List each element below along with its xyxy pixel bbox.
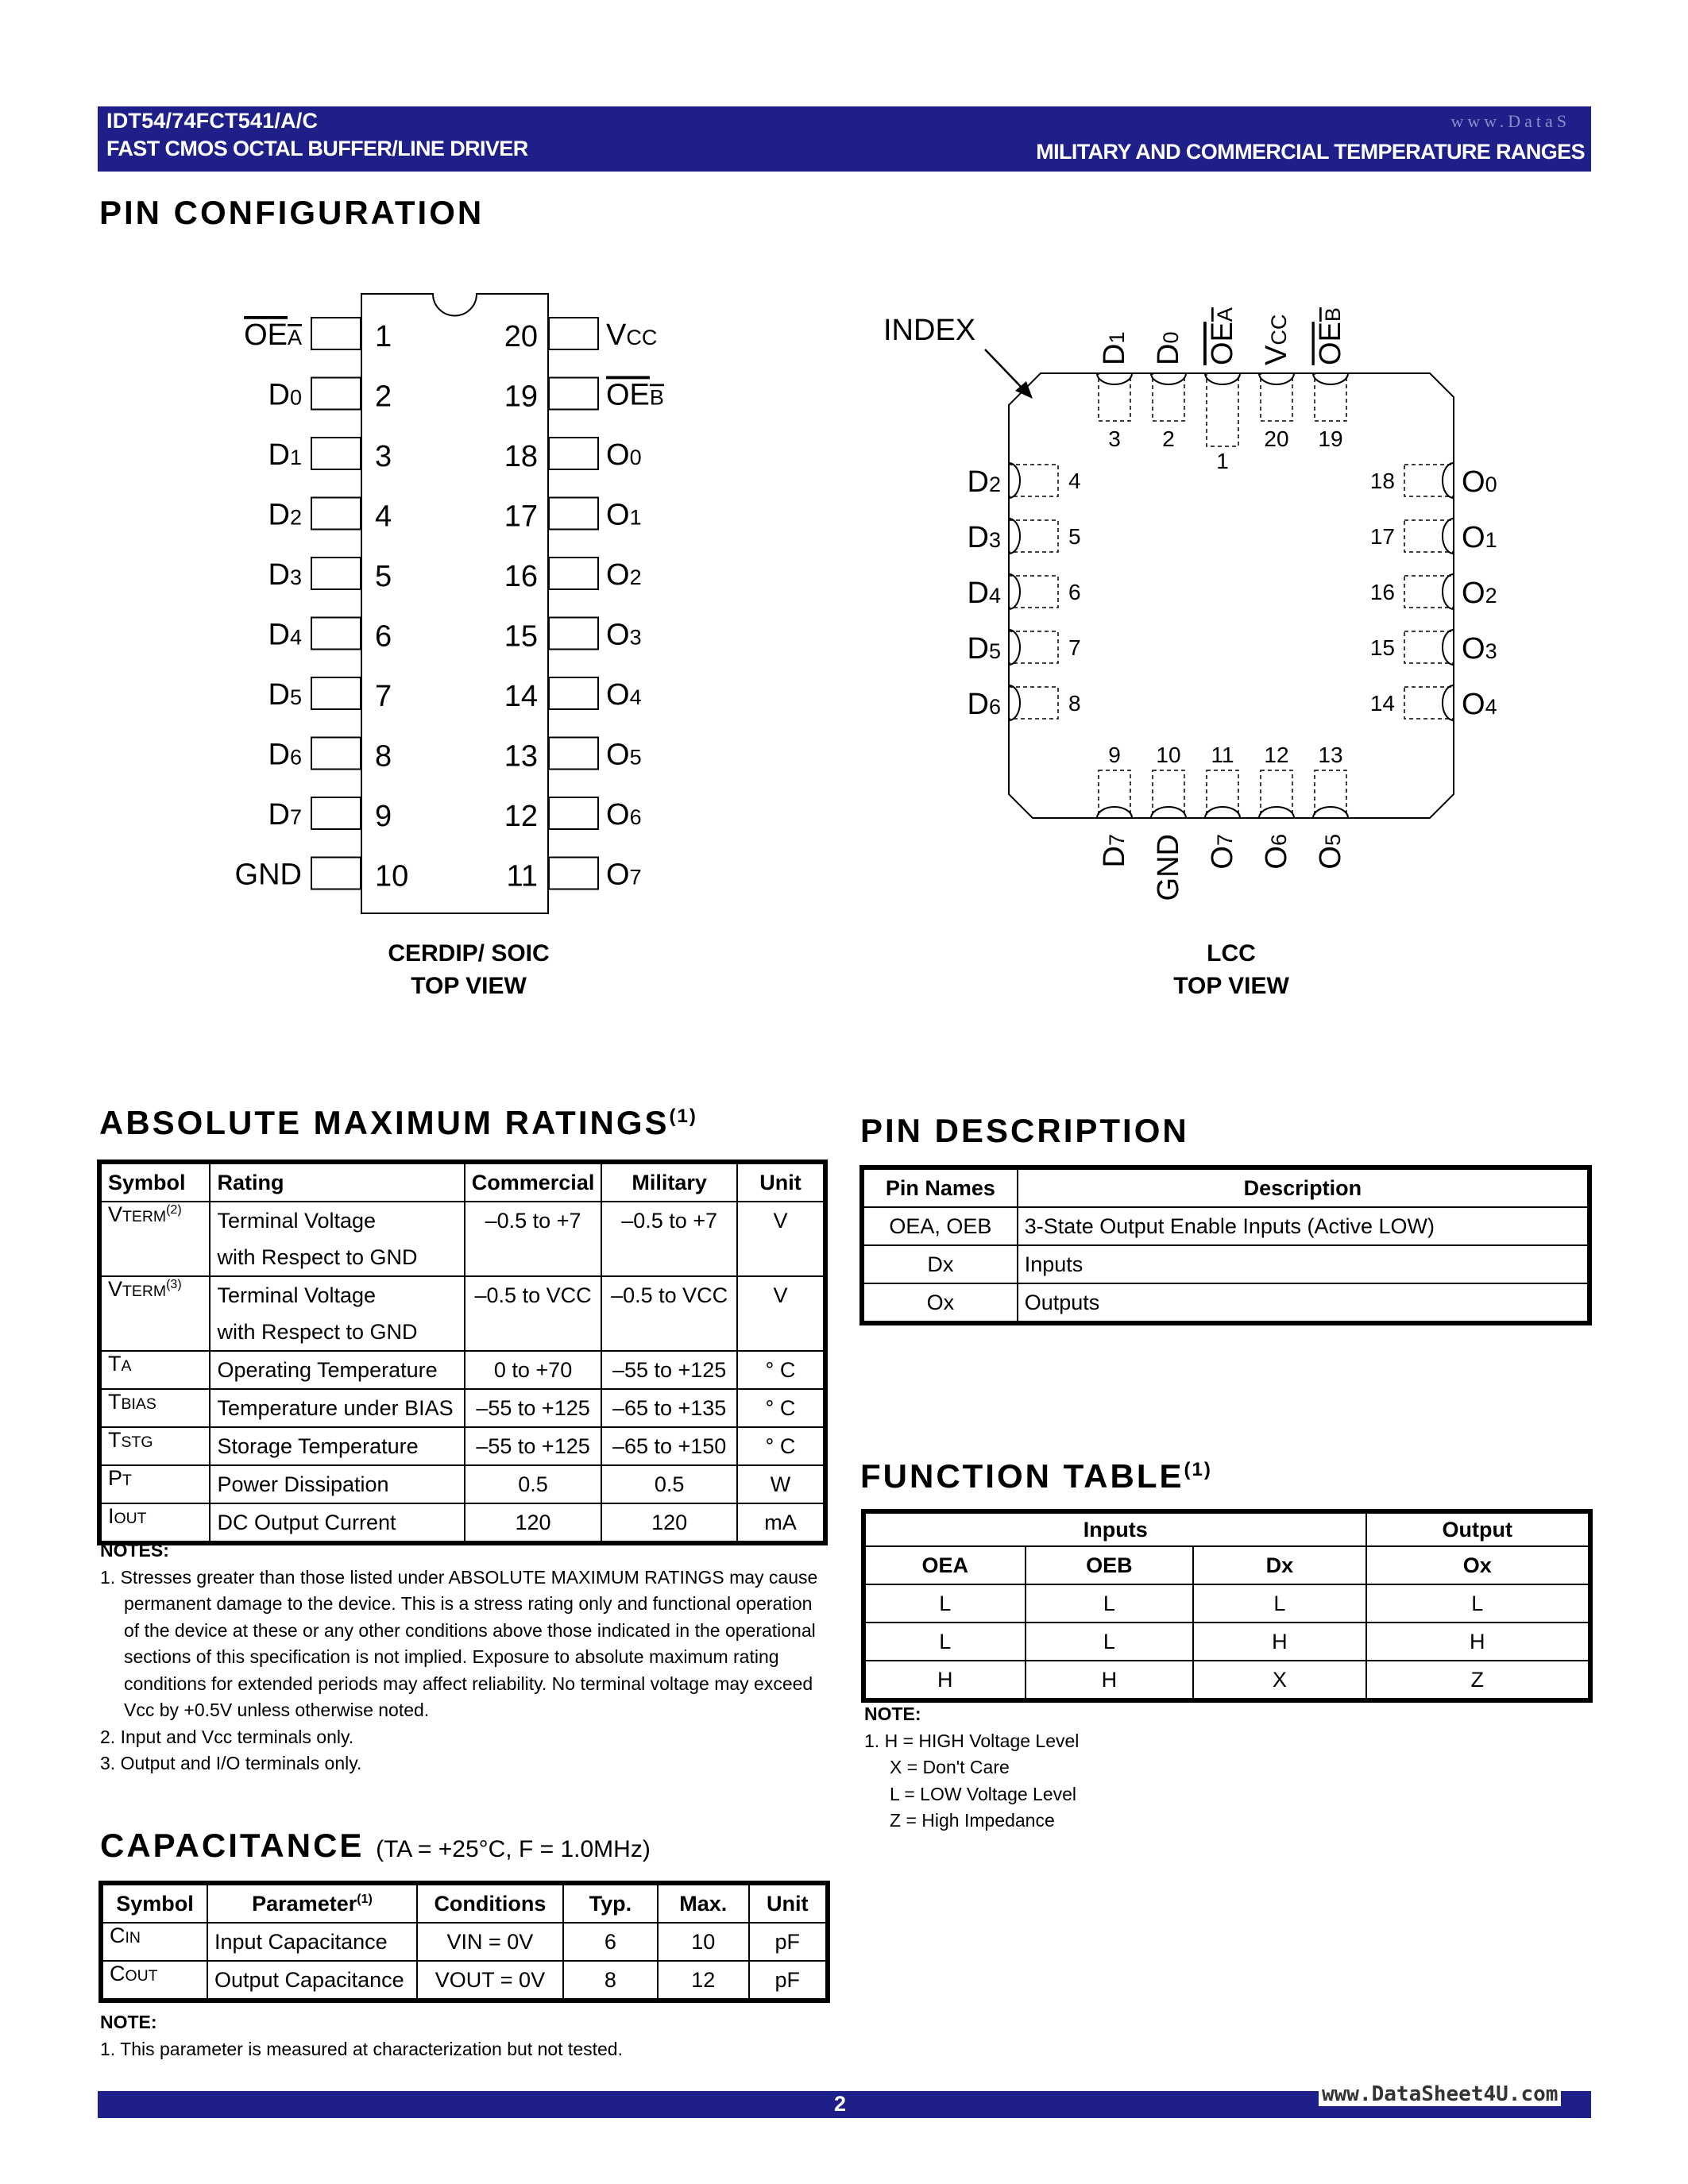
lcc-view-label-line1: LCC: [1207, 940, 1256, 967]
abs-max-commercial: 0.5: [465, 1465, 602, 1503]
dip-pin-number-right: 13: [504, 739, 538, 774]
capacitance-unit: pF: [749, 1961, 826, 1999]
lcc-pin-name-right: O3: [1462, 632, 1497, 666]
abs-max-table: [100, 1163, 825, 1542]
lcc-pin-number-right: 14: [1369, 691, 1395, 716]
function-table-note-line: X = Don't Care: [890, 1757, 1010, 1777]
dip-pin-name-right: O1: [606, 498, 642, 532]
dip-pin-name-left: D3: [268, 558, 302, 592]
capacitance-condition: VOUT = 0V: [417, 1961, 563, 1999]
dip-pin-box: [311, 378, 361, 410]
dip-package: [235, 294, 664, 913]
dip-pin-name-right: O0: [606, 438, 642, 472]
abs-max-title: [99, 1104, 697, 1142]
dip-view-label-line2: TOP VIEW: [411, 973, 527, 999]
abs-max-note-line: 2. Input and Vcc terminals only.: [100, 1726, 354, 1747]
abs-max-military: –55 to +125: [601, 1351, 737, 1389]
lcc-pad: [1404, 520, 1454, 552]
page-number: 2: [834, 2092, 847, 2116]
abs-max-col-header: Unit: [737, 1163, 824, 1202]
capacitance-title-text: CAPACITANCE: [100, 1827, 365, 1864]
pin-description-col-header: Pin Names: [863, 1169, 1018, 1207]
lcc-pin-number-bottom: 9: [1108, 743, 1121, 767]
lcc-pad-notch: [1259, 373, 1294, 384]
function-table-note-line: 1. H = HIGH Voltage Level: [864, 1730, 1080, 1751]
dip-pin-name-left: D2: [268, 498, 302, 532]
function-table-cell: L: [1366, 1584, 1589, 1623]
dip-pin-box: [549, 318, 598, 349]
abs-max-row: [101, 1465, 824, 1503]
lcc-package: [883, 307, 1497, 901]
dip-pin-name-left: GND: [234, 858, 302, 892]
capacitance-row: [102, 1923, 826, 1961]
dip-pin-name-left: D6: [268, 738, 302, 772]
lcc-pin-number-right: 17: [1369, 524, 1395, 549]
abs-max-note-line: 3. Output and I/O terminals only.: [100, 1753, 362, 1773]
dip-pin-number-right: 11: [506, 859, 538, 893]
abs-max-row: [101, 1351, 824, 1389]
lcc-pad-notch: [1009, 463, 1020, 498]
function-table-cell: H: [865, 1661, 1026, 1699]
abs-max-row: [101, 1389, 824, 1427]
lcc-pin-name-left: D2: [967, 465, 1001, 499]
lcc-pad: [1261, 770, 1292, 818]
lcc-pin-number-bottom: 12: [1264, 743, 1289, 767]
pin-description-row: [863, 1207, 1588, 1245]
abs-max-note-line: Vcc by +0.5V unless otherwise noted.: [124, 1700, 430, 1720]
abs-max-rating: Terminal Voltage with Respect to GND: [210, 1202, 464, 1276]
capacitance-symbol: COUT: [102, 1961, 207, 1999]
function-table-cell: H: [1193, 1623, 1365, 1661]
dip-pin-box: [311, 677, 361, 709]
lcc-pinout-diagram: [874, 294, 1557, 913]
lcc-pin-number-top: 1: [1216, 449, 1229, 473]
dip-pin-box: [549, 438, 598, 469]
dip-pin-box: [549, 858, 598, 889]
abs-max-symbol: VTERM$^{(3)}$: [101, 1276, 210, 1351]
abs-max-unit: mA: [737, 1503, 824, 1542]
abs-max-note-line: 1. Stresses greater than those listed under ABSOLUTE MAXIMUM RATINGS may cause: [100, 1566, 818, 1588]
dip-pin-box: [311, 858, 361, 889]
dip-pin-number-right: 18: [504, 440, 538, 473]
abs-max-unit: V: [737, 1202, 824, 1276]
pin-description-name: Ox: [863, 1283, 1018, 1322]
function-table-note-line: Z = High Impedance: [890, 1810, 1055, 1831]
dip-pin-number-left: 3: [375, 440, 392, 473]
lcc-view-label: [1056, 937, 1406, 1002]
lcc-pad-notch: [1313, 807, 1348, 818]
lcc-pin-number-left: 5: [1068, 524, 1081, 549]
dip-pin-box: [311, 498, 361, 530]
dip-pin-name-left: D7: [268, 798, 302, 832]
abs-max-note-line: conditions for extended periods may affect reliability. No terminal voltage may exceed: [124, 1673, 813, 1694]
function-table-col-header: OEB: [1026, 1546, 1194, 1584]
abs-max-rating: DC Output Current: [210, 1503, 464, 1542]
function-table-row: [865, 1584, 1589, 1623]
pin-description-name: Dx: [863, 1245, 1018, 1283]
function-table-output-header: Output: [1366, 1513, 1589, 1546]
dip-pin-box: [549, 677, 598, 709]
function-table-title-sup: (1): [1184, 1459, 1212, 1480]
lcc-pin-number-left: 7: [1068, 635, 1081, 660]
abs-max-symbol: PT: [101, 1465, 210, 1503]
abs-max-symbol: TSTG: [101, 1427, 210, 1465]
lcc-pad-notch: [1205, 373, 1240, 384]
function-table-note-line: L = LOW Voltage Level: [890, 1783, 1077, 1804]
pin-description-row: [863, 1283, 1588, 1322]
capacitance-col-header: Conditions: [417, 1885, 563, 1923]
dip-view-label-line1: CERDIP/ SOIC: [388, 940, 550, 967]
pin-description-row: [863, 1245, 1588, 1283]
lcc-pad-notch: [1097, 807, 1132, 818]
function-table-cell: X: [1193, 1661, 1365, 1699]
lcc-pad: [1099, 770, 1130, 818]
dip-pin-name-right: VCC: [606, 318, 658, 352]
abs-max-rating: Operating Temperature: [210, 1351, 464, 1389]
lcc-pin-name-bottom: O5: [1314, 834, 1347, 870]
lcc-pad-notch: [1313, 373, 1348, 384]
function-table-cell: L: [1026, 1584, 1194, 1623]
abs-max-row: [101, 1427, 824, 1465]
function-table-cell: L: [1026, 1623, 1194, 1661]
lcc-pad-notch: [1009, 574, 1020, 609]
lcc-pin-name-bottom: O6: [1260, 834, 1293, 870]
abs-max-row: [101, 1276, 824, 1351]
dip-pin-box: [549, 558, 598, 589]
lcc-pad: [1153, 373, 1184, 421]
lcc-pad-notch: [1009, 685, 1020, 720]
dip-pin-number-left: 1: [375, 320, 392, 353]
dip-pin-name-right: O5: [606, 738, 642, 772]
lcc-pin-number-top: 3: [1108, 426, 1121, 451]
lcc-pad: [1404, 631, 1454, 663]
capacitance-col-header: Symbol: [102, 1885, 207, 1923]
dip-pin-number-left: 2: [375, 380, 392, 414]
function-table-cell: H: [1026, 1661, 1194, 1699]
pin-description-name: OEA, OEB: [863, 1207, 1018, 1245]
lcc-pin-number-right: 18: [1369, 469, 1395, 493]
lcc-pad: [1207, 770, 1238, 818]
abs-max-rating: Temperature under BIAS: [210, 1389, 464, 1427]
function-table-col-header: Dx: [1193, 1546, 1365, 1584]
abs-max-title-sup: (1): [669, 1106, 697, 1127]
pin-description-text: 3-State Output Enable Inputs (Active LOW): [1018, 1207, 1588, 1245]
capacitance-col-header: Typ.: [563, 1885, 658, 1923]
lcc-pad-notch: [1443, 574, 1454, 609]
dip-pin-number-left: 6: [375, 619, 392, 654]
abs-max-unit: V: [737, 1276, 824, 1351]
dip-pin-box: [311, 438, 361, 469]
function-table-header-row: [865, 1546, 1589, 1584]
abs-max-military: –0.5 to +7: [601, 1202, 737, 1276]
pin-description-col-header: Description: [1018, 1169, 1588, 1207]
lcc-pin-number-left: 4: [1068, 469, 1081, 493]
dip-pin-name-right: O6: [606, 798, 642, 832]
abs-max-notes-title: NOTES:: [100, 1540, 169, 1561]
dip-pin-number-right: 15: [504, 619, 538, 654]
capacitance-col-header: Unit: [749, 1885, 826, 1923]
lcc-pad-notch: [1443, 519, 1454, 554]
abs-max-row: [101, 1202, 824, 1276]
dip-pin-number-right: 19: [504, 380, 538, 414]
abs-max-military: –65 to +135: [601, 1389, 737, 1427]
dip-pin-box: [311, 558, 361, 589]
capacitance-parameter: Output Capacitance: [207, 1961, 417, 1999]
function-table-cell: H: [1366, 1623, 1589, 1661]
lcc-pad: [1009, 576, 1058, 608]
lcc-pin-number-top: 2: [1162, 426, 1175, 451]
abs-max-commercial: –55 to +125: [465, 1389, 602, 1427]
capacitance-note-text: 1. This parameter is measured at characterization but not tested.: [100, 2038, 623, 2059]
abs-max-symbol: TA: [101, 1351, 210, 1389]
lcc-pin-number-top: 20: [1264, 426, 1289, 451]
dip-pin-name-left: D1: [268, 438, 302, 472]
dip-pin-box: [549, 498, 598, 530]
lcc-pin-name-top: D0: [1152, 331, 1185, 365]
abs-max-military: 120: [601, 1503, 737, 1542]
function-table-col-header: OEA: [865, 1546, 1026, 1584]
capacitance-typ: 8: [563, 1961, 658, 1999]
lcc-pin-name-left: D3: [967, 521, 1001, 554]
abs-max-header-row: [101, 1163, 824, 1202]
abs-max-col-header: Rating: [210, 1163, 464, 1202]
function-table-group-row: [865, 1513, 1589, 1546]
lcc-pad: [1099, 373, 1130, 421]
dip-pin-box: [549, 378, 598, 410]
abs-max-col-header: Symbol: [101, 1163, 210, 1202]
capacitance-unit: pF: [749, 1923, 826, 1961]
function-table-cell: Z: [1366, 1661, 1589, 1699]
function-table-title: [860, 1457, 1212, 1495]
header-temperature-range: MILITARY AND COMMERCIAL TEMPERATURE RANGES: [1036, 140, 1585, 164]
dip-pin-name-right: O4: [606, 678, 642, 712]
abs-max-commercial: 120: [465, 1503, 602, 1542]
capacitance-conditions: (TA = +25°C, F = 1.0MHz): [376, 1836, 651, 1862]
header-part-number: IDT54/74FCT541/A/C: [106, 109, 319, 133]
function-table-inputs-header: Inputs: [865, 1513, 1366, 1546]
lcc-pin-name-left: D4: [967, 577, 1001, 610]
pin-description-title: PIN DESCRIPTION: [860, 1112, 1189, 1149]
dip-pin-number-left: 9: [375, 800, 392, 833]
capacitance-col-header: Parameter$^{(1)}$: [207, 1885, 417, 1923]
lcc-index-arrow: [985, 349, 1025, 391]
function-table-row: [865, 1661, 1589, 1699]
capacitance-condition: VIN = 0V: [417, 1923, 563, 1961]
function-table-cell: L: [865, 1584, 1026, 1623]
lcc-pad: [1404, 576, 1454, 608]
dip-pin-name-right: OEB: [606, 378, 664, 412]
abs-max-rating: Power Dissipation: [210, 1465, 464, 1503]
dip-pin-number-left: 7: [375, 680, 392, 713]
dip-pin-box: [311, 618, 361, 650]
lcc-pad: [1153, 770, 1184, 818]
pin-description-table: [863, 1168, 1589, 1322]
lcc-pin-name-top: OEA: [1206, 307, 1239, 365]
dip-pin-name-left: OEA: [244, 318, 302, 352]
dip-pin-number-right: 16: [504, 560, 538, 593]
dip-pin-number-left: 5: [375, 560, 392, 593]
pin-description-text: Inputs: [1018, 1245, 1588, 1283]
lcc-pad: [1404, 687, 1454, 719]
function-table-notes: [864, 1701, 1341, 1835]
abs-max-unit: W: [737, 1465, 824, 1503]
function-table: [864, 1512, 1590, 1700]
function-table-title-text: FUNCTION TABLE: [860, 1457, 1184, 1495]
lcc-pad-notch: [1443, 685, 1454, 720]
abs-max-note-line: permanent damage to the device. This is a stress rating only and functional operation: [124, 1593, 813, 1614]
lcc-pad-notch: [1443, 463, 1454, 498]
header-watermark: www.DataS: [1450, 111, 1570, 131]
capacitance-parameter: Input Capacitance: [207, 1923, 417, 1961]
capacitance-typ: 6: [563, 1923, 658, 1961]
dip-pin-number-right: 14: [504, 680, 538, 713]
lcc-pin-number-top: 19: [1318, 426, 1343, 451]
lcc-pad: [1315, 770, 1346, 818]
capacitance-symbol: CIN: [102, 1923, 207, 1961]
dip-pin-box: [311, 738, 361, 770]
lcc-pin-number-left: 6: [1068, 580, 1081, 604]
abs-max-unit: ° C: [737, 1389, 824, 1427]
function-table-row: [865, 1623, 1589, 1661]
lcc-pad-notch: [1443, 630, 1454, 665]
lcc-pin-name-right: O4: [1462, 688, 1497, 721]
lcc-pin-number-bottom: 11: [1211, 743, 1234, 767]
abs-max-commercial: –0.5 to VCC: [465, 1276, 602, 1351]
lcc-pad-notch: [1151, 807, 1186, 818]
lcc-pin-name-right: O0: [1462, 465, 1497, 499]
capacitance-max: 12: [658, 1961, 749, 1999]
lcc-pad-notch: [1205, 807, 1240, 818]
dip-pin-name-left: D5: [268, 678, 302, 712]
dip-pin-name-right: O3: [606, 618, 642, 652]
lcc-view-label-line2: TOP VIEW: [1173, 973, 1289, 999]
abs-max-note-line: sections of this specification is not implied. Exposure to absolute maximum rating: [124, 1646, 779, 1667]
lcc-pin-number-right: 16: [1369, 580, 1395, 604]
lcc-pin-name-bottom: GND: [1152, 834, 1185, 901]
lcc-pin-name-top: D1: [1098, 331, 1131, 365]
lcc-pad-notch: [1259, 807, 1294, 818]
dip-pin-number-left: 10: [375, 859, 409, 893]
abs-max-col-header: Military: [601, 1163, 737, 1202]
lcc-pad: [1009, 631, 1058, 663]
lcc-pad: [1009, 465, 1058, 496]
dip-pin-number-left: 8: [375, 739, 392, 774]
lcc-pad: [1315, 373, 1346, 421]
lcc-pad: [1009, 687, 1058, 719]
lcc-pin-name-right: O2: [1462, 577, 1497, 610]
abs-max-symbol: VTERM$^{(2)}$: [101, 1202, 210, 1276]
abs-max-col-header: Commercial: [465, 1163, 602, 1202]
function-table-cell: L: [1193, 1584, 1365, 1623]
lcc-pin-name-bottom: D7: [1098, 834, 1131, 868]
lcc-pin-name-top: VCC: [1260, 314, 1293, 365]
lcc-pad: [1009, 520, 1058, 552]
abs-max-commercial: –0.5 to +7: [465, 1202, 602, 1276]
dip-pin-box: [549, 618, 598, 650]
lcc-index-label: INDEX: [883, 314, 976, 347]
lcc-pin-name-bottom: O7: [1206, 834, 1239, 870]
dip-pin-name-right: O7: [606, 858, 642, 892]
abs-max-rating: Terminal Voltage with Respect to GND: [210, 1276, 464, 1351]
abs-max-military: 0.5: [601, 1465, 737, 1503]
capacitance-title: [100, 1827, 651, 1865]
abs-max-unit: ° C: [737, 1351, 824, 1389]
capacitance-header-row: [102, 1885, 826, 1923]
dip-pin-name-left: D4: [268, 618, 302, 652]
lcc-pin-number-bottom: 13: [1318, 743, 1343, 767]
abs-max-symbol: IOUT: [101, 1503, 210, 1542]
function-table-cell: L: [865, 1623, 1026, 1661]
lcc-pad-notch: [1009, 519, 1020, 554]
function-table-note-title: NOTE:: [864, 1704, 921, 1724]
capacitance-note: [100, 2009, 815, 2062]
pin-description-header-row: [863, 1169, 1588, 1207]
abs-max-title-text: ABSOLUTE MAXIMUM RATINGS: [99, 1104, 670, 1141]
dip-pinout-diagram: [222, 286, 715, 921]
lcc-pin-number-left: 8: [1068, 691, 1081, 716]
abs-max-row: [101, 1503, 824, 1542]
lcc-pin-name-right: O1: [1462, 521, 1497, 554]
lcc-pad: [1261, 373, 1292, 421]
dip-pin-box: [311, 797, 361, 829]
abs-max-note-line: of the device at these or any other conditions above those indicated in the operational: [124, 1619, 816, 1641]
dip-pin-number-right: 12: [504, 800, 538, 833]
abs-max-symbol: TBIAS: [101, 1389, 210, 1427]
lcc-pad-notch: [1097, 373, 1132, 384]
pin-configuration-title: PIN CONFIGURATION: [99, 194, 485, 231]
capacitance-table: [102, 1884, 827, 2000]
abs-max-military: –65 to +150: [601, 1427, 737, 1465]
footer-watermark: www.DataSheet4U.com: [1319, 2082, 1561, 2106]
dip-pin-box: [549, 738, 598, 770]
lcc-pin-number-bottom: 10: [1156, 743, 1181, 767]
lcc-pin-name-top: OEB: [1314, 307, 1347, 365]
lcc-pad-notch: [1151, 373, 1186, 384]
capacitance-note-title: NOTE:: [100, 2012, 157, 2032]
dip-pin-box: [549, 797, 598, 829]
header-title: FAST CMOS OCTAL BUFFER/LINE DRIVER: [106, 137, 528, 160]
pin-description-text: Outputs: [1018, 1283, 1588, 1322]
abs-max-military: –0.5 to VCC: [601, 1276, 737, 1351]
abs-max-unit: ° C: [737, 1427, 824, 1465]
dip-pin-number-right: 20: [504, 320, 538, 353]
capacitance-row: [102, 1961, 826, 1999]
dip-pin-box: [311, 318, 361, 349]
function-table-col-header: Ox: [1366, 1546, 1589, 1584]
dip-pin-number-right: 17: [504, 500, 538, 534]
lcc-pad: [1404, 465, 1454, 496]
lcc-pin-name-left: D5: [967, 632, 1001, 666]
dip-pin-name-right: O2: [606, 558, 642, 592]
capacitance-col-header: Max.: [658, 1885, 749, 1923]
dip-view-label: [278, 937, 659, 1002]
abs-max-commercial: 0 to +70: [465, 1351, 602, 1389]
dip-pin-name-left: D0: [268, 378, 302, 412]
capacitance-max: 10: [658, 1923, 749, 1961]
abs-max-rating: Storage Temperature: [210, 1427, 464, 1465]
lcc-pin-number-right: 15: [1369, 635, 1395, 660]
lcc-pad-notch: [1009, 630, 1020, 665]
lcc-pin-name-left: D6: [967, 688, 1001, 721]
dip-pin-number-left: 4: [375, 500, 392, 534]
abs-max-notes: [100, 1538, 831, 1777]
abs-max-commercial: –55 to +125: [465, 1427, 602, 1465]
